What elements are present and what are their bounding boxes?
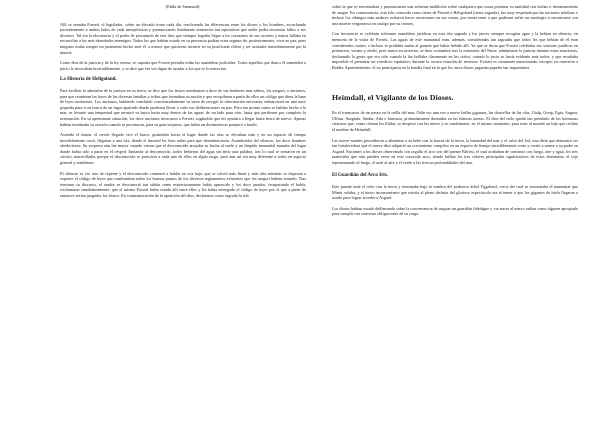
chapter-heading: Heimdall, el Vigilante de los Dioses. — [332, 92, 454, 102]
source-byline: (Edda de Sæmund). — [165, 4, 201, 9]
paragraph: Con frecuencia se celebran solemnes asambleas jurídicas en esta isla sagrada y los jueces siempre recogían agua y la bebían en silencio, en memoria de la visita de Forseti. Las aguas de este manantial eran, además, consideradas tan sagradas que todos los que bebían de él eran considerados santos, e incluso se prohibía matar al ganado que había bebido allí. Ya que se decía que Forseti celebraba sus sesiones jurídicas en primavera, verano y otoño, pero nunca en invierno, se hizo costumbre tras la extensión del Norte, administrar la justicia durante estas estaciones, declarando la gente que era sólo cuando la luz brillaba claramente en los cielos, cuando lo justo se hacía evidente ante todos, y que resultaba imposible el presentar un veredicto equitativo durante la oscura estación de invierno. Forseti es raramente mencionado, excepto en conexión a Balder. Aparentemente, él no participaría en la batalla final en la que los otros dioses jugarían papeles tan importantes. — [332, 31, 578, 70]
paragraph: sobre la que se encontraban y pronunciaron una solemne maldición sobre cualquiera que osara profanar su santidad con luchas o derramamiento de sangre. En consecuencia, esta isla, conocida como tierra de Forseti o Heligoland (tierra sagrada), fue muy respetada por las naciones nórdicas e incluso los vikingos más audaces evitaron hacer incursiones en sus costas, por temer tener a que pudieran sufrir un naufragio o encontrarse con una muerte vergonzosa en castigo por su crimen. — [332, 4, 578, 26]
paragraph: El silencio se vio roto de repente y el desconocido comenzó a hablar en voz baja, que se volvió más firme y más alta mientras se disponía a exponer el código de leyes que combinaban todos los buenos puntos de los diversos reglamentos existentes que los asegori habían reunido. Tras terminar su discurso, el orador se desvaneció tan súbita como misteriosamente había aparecido y los doce jurados, recuperando el habla, exclamaron simultáneamente, que el mismo Forseti había estado allí entre ellos y les había entregado el código de leyes por el que a partir de entonces serían juzgados los frisios. En conmemoración de la aparición del dios, declararon como sagrada la isla — [60, 170, 306, 199]
paragraph: Allí se sentaba Forseti, el legislador, sobre un elevado trono cada día, resolviendo las diferencias entre los dioses y los hombres, escuchando pacientemente a ambos lados de cada interpelación y pronunciando finalmente sentencias tan equitativas que nadie podía encontrar fallos a sus decretos. Tal era la elocuencia y el poder de persuasión de este dios que siempre lograba llegar a los corazones de sus oyentes y nunca fallaba en reconciliar a los más denodados enemigos. Todos los que habían estado en su presencia podían estar seguros de, posteriormente, vivir en paz, pues ninguno osaba romper un juramento hecho ante él, a menos que quisieran incurrir en su justificada cólera y ser azotados inmediatamente por la muerte. — [60, 21, 306, 55]
paragraph: Como dios de la justicia y de la ley eterna, se suponía que Forseti presidía todas las asambleas judiciales. Todos aquellos que iban a él sometidos a juicio lo invocaban invariablemente, y se dice que era ver digno de ayudar a los que se lo merecían. — [60, 60, 306, 71]
section-heading: La Historia de Heligoland. — [60, 77, 117, 83]
right-column — [332, 4, 578, 424]
paragraph: En el transcurso de un paseo en la orilla del mar, Odín vio una vez a nueve bellas gigantas, las doncellas de las olas, Gialp, Greip, Egia, Augeia, Ulfrun, Aurgiafa, Sindur, Atla e Iarnsaxa, profundamente dormidas en las blancas arenas. El dios del cielo quedó tan prendado de las hermosas criaturas que, como relatan los Eddas, se desposó con las nueve y se combinaron, en el mismo momento, para traer al mundo un hijo que recibió el nombre de Heimdall. — [332, 110, 578, 132]
paragraph: Para facilitar la admisión de la justicia en su tierra, se dice que los frisios nombraron a doce de sus hombres más sabios, los asegori, o ancianos, para que reunieran las leyes de las diversas familias y tribus que formaban su nación y que recopilaran a partir de ellos un código que diera la base de leyes uniformes. Los ancianos, habiendo concluido concienzudamente su tarea de recoger la información necesaria, embarcaron en una nave pequeña para ir en busca de un lugar apartado donde pudieran llevar a cabo sus deliberaciones en paz. Pero tan pronto como se habían hecho a la mar, se levantó una tempestad que arrastró su barco hasta muy dentro de las aguas, de un lado para otro, hasta que perdieron por completo la orientación. En su apremiante situación, los doce ancianos invocaron a Forseti, rogándole que les ayudara a llegar hasta tierra de nuevo. Apenas habían terminado su oración cuando se percataron, para su gran sorpresa, que había un decimotercer pasajero a bordo. — [60, 87, 306, 127]
paragraph: Las nueve madres procedieron a alimentar a su bebé con la fuerza de la tierra, la humedad del mar y el calor del Sol, una dieta que demostró ser tan fortalecedora que el nuevo dios adquirió un crecimiento completo en un espacio de tiempo increíblemente corto y corrió a unirse a su padre en Asgard. Encontró a los dioses observando con orgullo el arco iris del puente Bifröst, el cual acababan de construir con fuego, aire y agua, los tres materiales que aún pueden verse en este conocido arco, donde brillan los tres colores principales significativos de estos elementos: el rojo representando al fuego, el azul al aire y el verde a las frescas profundidades del mar. — [332, 137, 578, 165]
paragraph: Este puente unía el cielo con la tierra y terminaba bajo la sombra del poderoso árbol Yggdrasil, cerca del cual se encontraba el manantial que Mimir velaba, y el único inconveniente que existía al pleno disfrute del glorioso espectáculo era el temer a que los gigantes de hielo llegaran a usarlo para lograr acceder a Asgard. — [332, 184, 578, 201]
section-heading: El Guardián del Arco Iris. — [332, 173, 388, 179]
paragraph: Los dioses habían estado deliberando sobre la conveniencia de asignar un guardián fidedigno y vio nacer al nuevo radian como alguien apropiado para cumplir con onerosas obligaciones de su cargo. — [332, 205, 578, 217]
left-column — [60, 4, 306, 424]
paragraph: Asiendo el timón, el recién llegado viró el barco, guiándolo hacia el lugar donde las olas se elevaban más y en un espacio de tiempo increíblemente corto, llegaron a una isla, donde el timonel les hizo señas para que desembarcasen. Asombrados del silencio, los doce hombres obedecieron. Su sorpresa aún fue mayor cuando vieron que el desconocido arrojaba su hacha al suelo y un límpido manantial manaba del lugar donde había sido a parar en el césped. Imitando al desconocido, todos bebieron del agua sin decir una palabra, tras lo cual se sentaron en un círculo, maravillados porque el desconocido se pareciera a cada uno de ellos en algún rasgo, pero aun así era muy diferente a todos en aspecto general y semblante. — [60, 132, 306, 166]
